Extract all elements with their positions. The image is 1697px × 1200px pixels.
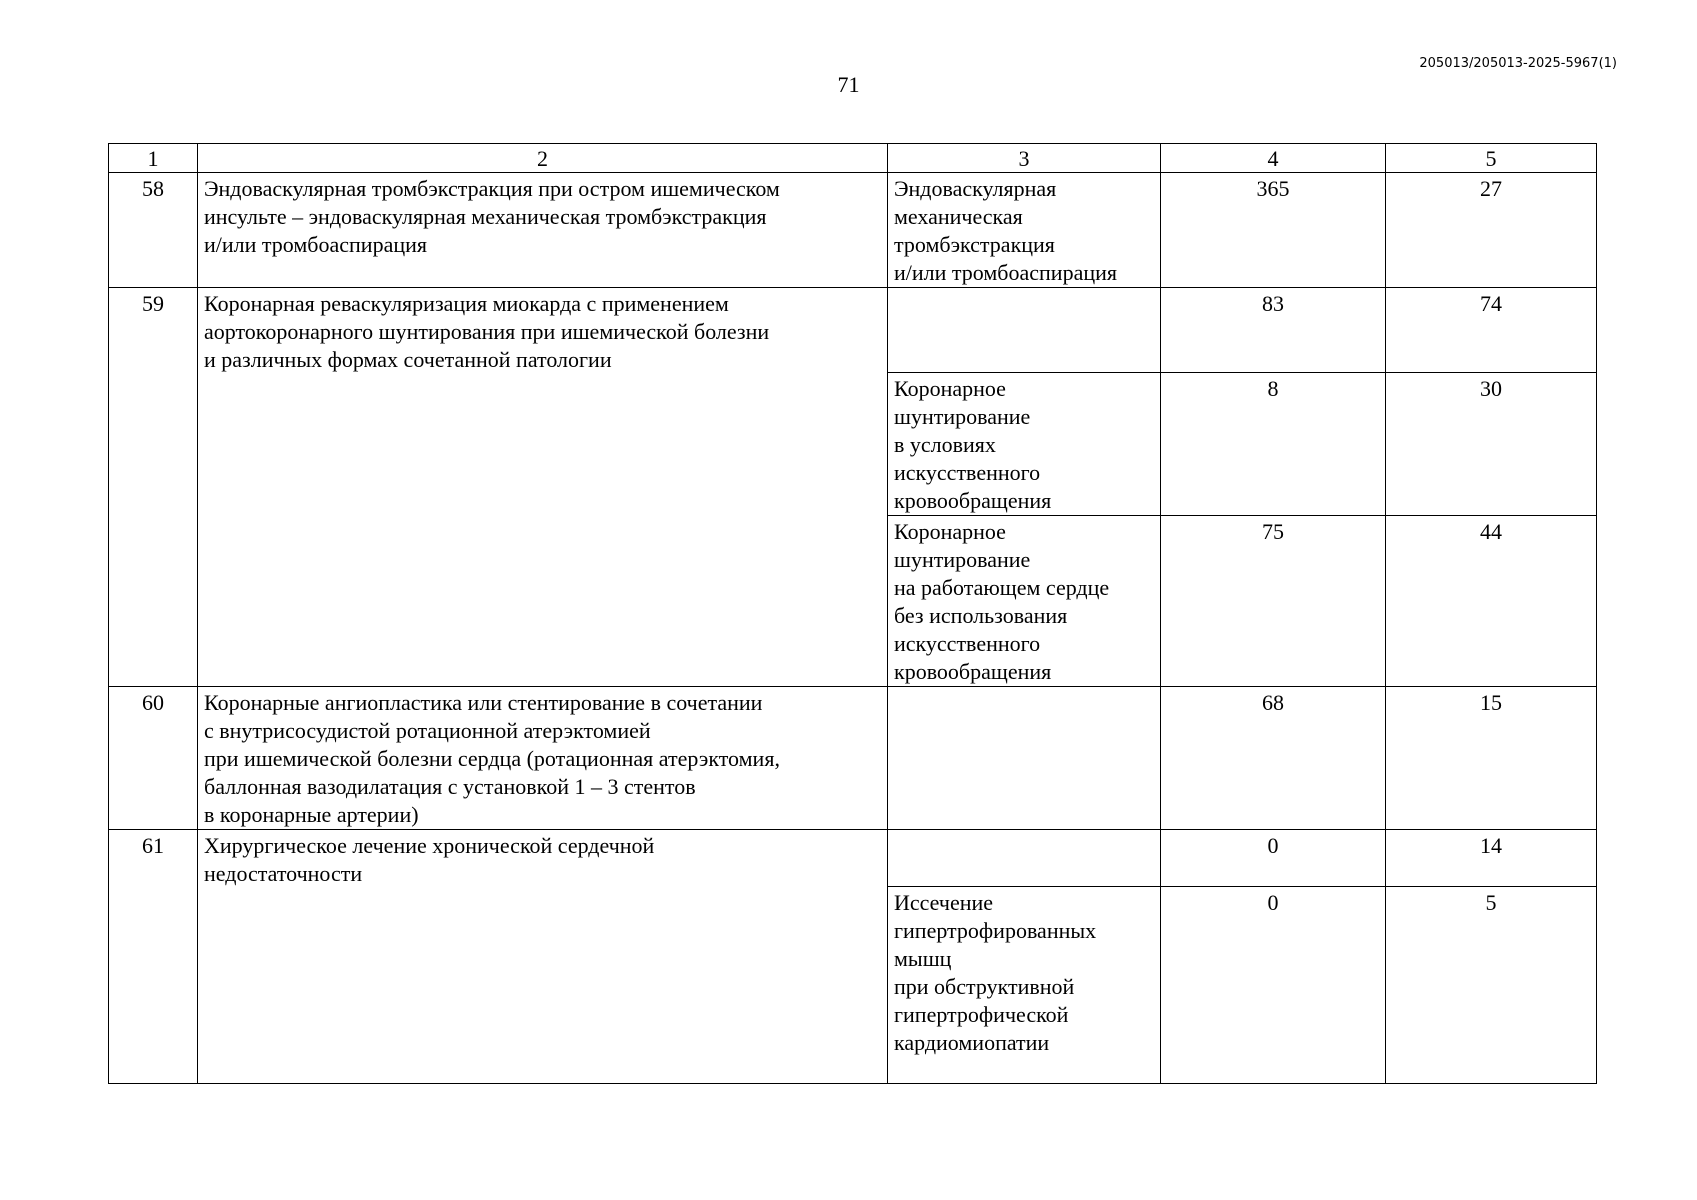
method-cell [888,687,1161,830]
procedure-name: Хирургическое лечение хронической сердечной недостаточности [198,830,888,1084]
column-header-4: 4 [1161,144,1386,173]
method-cell: Эндоваскулярная механическая тромбэкстракция и/или тромбоаспирация [888,173,1161,288]
procedures-table [108,143,1597,1084]
method-cell: Иссечение гипертрофированных мышц при обструктивной гипертрофической кардиомиопатии [888,887,1161,1084]
table-header-row [109,144,1597,173]
page-number: 71 [837,72,860,97]
row-number: 58 [109,173,198,288]
document-id: 205013/205013-2025-5967(1) [1419,56,1617,71]
method-cell [888,288,1161,373]
column-header-5: 5 [1386,144,1597,173]
procedure-name: Коронарная реваскуляризация миокарда с применением аортокоронарного шунтирования при ишемической болезни и различных формах сочетанной патологии [198,288,888,687]
table-row [109,288,1597,373]
row-number: 59 [109,288,198,687]
method-cell: Коронарное шунтирование на работающем сердце без использования искусственного кровообращения [888,516,1161,687]
table-row [109,687,1597,830]
value-col5: 74 [1386,288,1597,373]
procedure-name: Эндоваскулярная тромбэкстракция при остром ишемическом инсульте – эндоваскулярная механическая тромбэкстракция и/или тромбоаспирация [198,173,888,288]
value-col5: 14 [1386,830,1597,887]
value-col5: 44 [1386,516,1597,687]
value-col4: 83 [1161,288,1386,373]
column-header-1: 1 [109,144,198,173]
value-col4: 68 [1161,687,1386,830]
method-cell [888,830,1161,887]
value-col5: 5 [1386,887,1597,1084]
value-col5: 30 [1386,373,1597,516]
method-cell: Коронарное шунтирование в условиях искусственного кровообращения [888,373,1161,516]
value-col4: 0 [1161,887,1386,1084]
value-col5: 27 [1386,173,1597,288]
column-header-3: 3 [888,144,1161,173]
value-col4: 0 [1161,830,1386,887]
value-col4: 75 [1161,516,1386,687]
procedure-name: Коронарные ангиопластика или стентирование в сочетании с внутрисосудистой ротационной атерэктомией при ишемической болезни сердца (ротационная атерэктомия, баллонная вазодилатация с установкой 1 – 3 стентов в коронарные артерии) [198,687,888,830]
value-col4: 8 [1161,373,1386,516]
column-header-2: 2 [198,144,888,173]
row-number: 61 [109,830,198,1084]
table-row [109,173,1597,288]
table-row [109,830,1597,887]
value-col5: 15 [1386,687,1597,830]
row-number: 60 [109,687,198,830]
value-col4: 365 [1161,173,1386,288]
